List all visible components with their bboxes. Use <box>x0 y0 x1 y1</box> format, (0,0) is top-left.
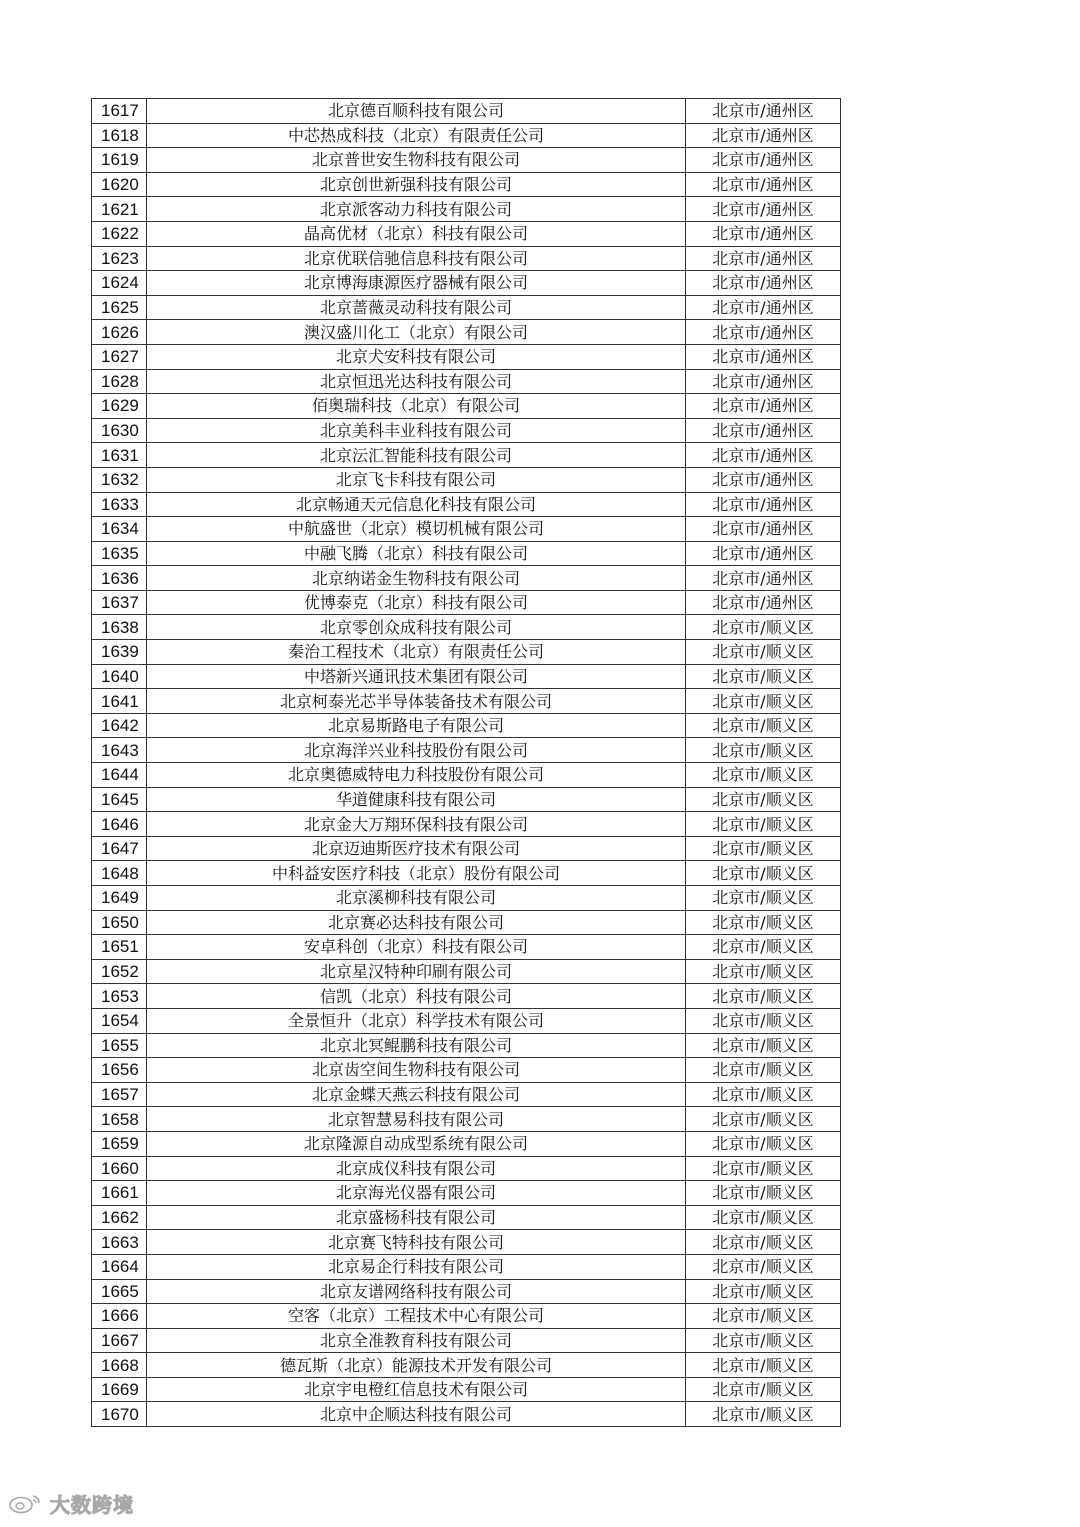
location-cell: 北京市/顺义区 <box>686 836 841 861</box>
row-number-cell: 1637 <box>92 590 147 615</box>
row-number-cell: 1638 <box>92 615 147 640</box>
location-cell: 北京市/顺义区 <box>686 1058 841 1083</box>
table-row <box>92 1107 841 1132</box>
location-cell: 北京市/顺义区 <box>686 1328 841 1353</box>
watermark <box>8 1488 134 1518</box>
company-name-cell: 北京易企行科技有限公司 <box>147 1254 686 1279</box>
table-row <box>92 689 841 714</box>
location-cell: 北京市/通州区 <box>686 246 841 271</box>
table-row <box>92 984 841 1009</box>
table-row <box>92 172 841 197</box>
row-number-cell: 1649 <box>92 886 147 911</box>
row-number-cell: 1654 <box>92 1008 147 1033</box>
row-number-cell: 1670 <box>92 1402 147 1427</box>
table-row <box>92 861 841 886</box>
table-row <box>92 271 841 296</box>
location-cell: 北京市/通州区 <box>686 443 841 468</box>
location-cell: 北京市/顺义区 <box>686 935 841 960</box>
location-cell: 北京市/顺义区 <box>686 1304 841 1329</box>
company-name-cell: 北京赛飞特科技有限公司 <box>147 1230 686 1255</box>
row-number-cell: 1666 <box>92 1304 147 1329</box>
row-number-cell: 1644 <box>92 763 147 788</box>
weibo-logo-icon <box>8 1492 44 1514</box>
table-row <box>92 1008 841 1033</box>
row-number-cell: 1625 <box>92 295 147 320</box>
row-number-cell: 1655 <box>92 1033 147 1058</box>
row-number-cell: 1630 <box>92 418 147 443</box>
company-name-cell: 北京金大万翔环保科技有限公司 <box>147 812 686 837</box>
table-row <box>92 1254 841 1279</box>
company-name-cell: 中航盛世（北京）模切机械有限公司 <box>147 517 686 542</box>
location-cell: 北京市/顺义区 <box>686 861 841 886</box>
table-row <box>92 738 841 763</box>
location-cell: 北京市/顺义区 <box>686 1377 841 1402</box>
row-number-cell: 1619 <box>92 148 147 173</box>
company-name-cell: 中科益安医疗科技（北京）股份有限公司 <box>147 861 686 886</box>
row-number-cell: 1620 <box>92 172 147 197</box>
table-row <box>92 443 841 468</box>
company-name-cell: 北京中企顺达科技有限公司 <box>147 1402 686 1427</box>
company-name-cell: 秦治工程技术（北京）有限责任公司 <box>147 640 686 665</box>
location-cell: 北京市/顺义区 <box>686 886 841 911</box>
table-row <box>92 394 841 419</box>
company-name-cell: 北京智慧易科技有限公司 <box>147 1107 686 1132</box>
company-name-cell: 北京纳诺金生物科技有限公司 <box>147 566 686 591</box>
row-number-cell: 1624 <box>92 271 147 296</box>
location-cell: 北京市/顺义区 <box>686 1279 841 1304</box>
table-row <box>92 1304 841 1329</box>
company-name-cell: 北京宇电橙红信息技术有限公司 <box>147 1377 686 1402</box>
company-name-cell: 北京友谱网络科技有限公司 <box>147 1279 686 1304</box>
table-row <box>92 1377 841 1402</box>
table-row <box>92 935 841 960</box>
company-name-cell: 优博泰克（北京）科技有限公司 <box>147 590 686 615</box>
row-number-cell: 1643 <box>92 738 147 763</box>
location-cell: 北京市/通州区 <box>686 320 841 345</box>
row-number-cell: 1639 <box>92 640 147 665</box>
company-name-cell: 晶高优材（北京）科技有限公司 <box>147 221 686 246</box>
location-cell: 北京市/顺义区 <box>686 664 841 689</box>
row-number-cell: 1628 <box>92 369 147 394</box>
location-cell: 北京市/通州区 <box>686 148 841 173</box>
table-row <box>92 1131 841 1156</box>
company-name-cell: 北京德百顺科技有限公司 <box>147 99 686 124</box>
table-row <box>92 1082 841 1107</box>
row-number-cell: 1651 <box>92 935 147 960</box>
row-number-cell: 1662 <box>92 1205 147 1230</box>
row-number-cell: 1650 <box>92 910 147 935</box>
location-cell: 北京市/顺义区 <box>686 1181 841 1206</box>
company-name-cell: 北京全准教育科技有限公司 <box>147 1328 686 1353</box>
table-row <box>92 1181 841 1206</box>
company-name-cell: 北京飞卡科技有限公司 <box>147 467 686 492</box>
row-number-cell: 1661 <box>92 1181 147 1206</box>
row-number-cell: 1664 <box>92 1254 147 1279</box>
location-cell: 北京市/顺义区 <box>686 640 841 665</box>
table-row <box>92 836 841 861</box>
location-cell: 北京市/通州区 <box>686 394 841 419</box>
location-cell: 北京市/顺义区 <box>686 812 841 837</box>
table-row <box>92 590 841 615</box>
location-cell: 北京市/通州区 <box>686 492 841 517</box>
table-row <box>92 467 841 492</box>
location-cell: 北京市/通州区 <box>686 467 841 492</box>
location-cell: 北京市/通州区 <box>686 99 841 124</box>
company-name-cell: 澳汉盛川化工（北京）有限公司 <box>147 320 686 345</box>
company-name-cell: 空客（北京）工程技术中心有限公司 <box>147 1304 686 1329</box>
table-row <box>92 664 841 689</box>
row-number-cell: 1617 <box>92 99 147 124</box>
company-name-cell: 北京金蝶天燕云科技有限公司 <box>147 1082 686 1107</box>
company-name-cell: 北京普世安生物科技有限公司 <box>147 148 686 173</box>
location-cell: 北京市/通州区 <box>686 541 841 566</box>
table-row <box>92 1279 841 1304</box>
location-cell: 北京市/顺义区 <box>686 738 841 763</box>
company-name-cell: 北京零创众成科技有限公司 <box>147 615 686 640</box>
table-row <box>92 295 841 320</box>
location-cell: 北京市/通州区 <box>686 295 841 320</box>
company-name-cell: 北京创世新强科技有限公司 <box>147 172 686 197</box>
row-number-cell: 1658 <box>92 1107 147 1132</box>
location-cell: 北京市/顺义区 <box>686 1033 841 1058</box>
company-name-cell: 华道健康科技有限公司 <box>147 787 686 812</box>
table-row <box>92 615 841 640</box>
table-row <box>92 344 841 369</box>
company-name-cell: 北京齿空间生物科技有限公司 <box>147 1058 686 1083</box>
row-number-cell: 1659 <box>92 1131 147 1156</box>
table-row <box>92 886 841 911</box>
table-row <box>92 369 841 394</box>
row-number-cell: 1618 <box>92 123 147 148</box>
table-body <box>92 99 841 1427</box>
table-row <box>92 959 841 984</box>
row-number-cell: 1632 <box>92 467 147 492</box>
table-row <box>92 713 841 738</box>
row-number-cell: 1663 <box>92 1230 147 1255</box>
location-cell: 北京市/通州区 <box>686 172 841 197</box>
row-number-cell: 1629 <box>92 394 147 419</box>
table-row <box>92 1058 841 1083</box>
row-number-cell: 1646 <box>92 812 147 837</box>
location-cell: 北京市/通州区 <box>686 590 841 615</box>
company-name-cell: 北京美科丰业科技有限公司 <box>147 418 686 443</box>
table-row <box>92 763 841 788</box>
table-row <box>92 320 841 345</box>
row-number-cell: 1627 <box>92 344 147 369</box>
company-name-cell: 北京沄汇智能科技有限公司 <box>147 443 686 468</box>
company-name-cell: 中塔新兴通讯技术集团有限公司 <box>147 664 686 689</box>
location-cell: 北京市/顺义区 <box>686 959 841 984</box>
company-name-cell: 北京北冥鲲鹏科技有限公司 <box>147 1033 686 1058</box>
company-name-cell: 北京盛杨科技有限公司 <box>147 1205 686 1230</box>
row-number-cell: 1634 <box>92 517 147 542</box>
location-cell: 北京市/顺义区 <box>686 615 841 640</box>
company-name-cell: 全景恒升（北京）科学技术有限公司 <box>147 1008 686 1033</box>
location-cell: 北京市/顺义区 <box>686 1107 841 1132</box>
table-row <box>92 1402 841 1427</box>
location-cell: 北京市/顺义区 <box>686 984 841 1009</box>
table-row <box>92 246 841 271</box>
table-row <box>92 418 841 443</box>
location-cell: 北京市/通州区 <box>686 566 841 591</box>
row-number-cell: 1641 <box>92 689 147 714</box>
row-number-cell: 1623 <box>92 246 147 271</box>
location-cell: 北京市/通州区 <box>686 123 841 148</box>
table-row <box>92 197 841 222</box>
company-name-cell: 北京迈迪斯医疗技术有限公司 <box>147 836 686 861</box>
row-number-cell: 1653 <box>92 984 147 1009</box>
company-name-cell: 北京成仪科技有限公司 <box>147 1156 686 1181</box>
row-number-cell: 1667 <box>92 1328 147 1353</box>
row-number-cell: 1668 <box>92 1353 147 1378</box>
table-row <box>92 541 841 566</box>
company-name-cell: 北京柯泰光芯半导体装备技术有限公司 <box>147 689 686 714</box>
company-name-cell: 北京奥德威特电力科技股份有限公司 <box>147 763 686 788</box>
row-number-cell: 1648 <box>92 861 147 886</box>
row-number-cell: 1622 <box>92 221 147 246</box>
company-name-cell: 德瓦斯（北京）能源技术开发有限公司 <box>147 1353 686 1378</box>
company-name-cell: 北京博海康源医疗器械有限公司 <box>147 271 686 296</box>
company-name-cell: 北京赛必达科技有限公司 <box>147 910 686 935</box>
table-row <box>92 492 841 517</box>
company-name-cell: 北京优联信驰信息科技有限公司 <box>147 246 686 271</box>
table-row <box>92 123 841 148</box>
table-row <box>92 148 841 173</box>
company-name-cell: 北京海光仪器有限公司 <box>147 1181 686 1206</box>
location-cell: 北京市/通州区 <box>686 221 841 246</box>
table-row <box>92 566 841 591</box>
location-cell: 北京市/顺义区 <box>686 1156 841 1181</box>
company-name-cell: 北京隆源自动成型系统有限公司 <box>147 1131 686 1156</box>
row-number-cell: 1665 <box>92 1279 147 1304</box>
location-cell: 北京市/通州区 <box>686 517 841 542</box>
location-cell: 北京市/顺义区 <box>686 1008 841 1033</box>
company-name-cell: 中融飞腾（北京）科技有限公司 <box>147 541 686 566</box>
location-cell: 北京市/顺义区 <box>686 1254 841 1279</box>
row-number-cell: 1621 <box>92 197 147 222</box>
location-cell: 北京市/顺义区 <box>686 689 841 714</box>
table-row <box>92 221 841 246</box>
location-cell: 北京市/顺义区 <box>686 787 841 812</box>
location-cell: 北京市/顺义区 <box>686 1131 841 1156</box>
row-number-cell: 1652 <box>92 959 147 984</box>
table-row <box>92 1328 841 1353</box>
table-row <box>92 1205 841 1230</box>
company-name-cell: 北京蔷薇灵动科技有限公司 <box>147 295 686 320</box>
company-name-cell: 北京恒迅光达科技有限公司 <box>147 369 686 394</box>
location-cell: 北京市/通州区 <box>686 418 841 443</box>
location-cell: 北京市/顺义区 <box>686 1082 841 1107</box>
row-number-cell: 1636 <box>92 566 147 591</box>
table-row <box>92 812 841 837</box>
table-row <box>92 1033 841 1058</box>
company-name-cell: 北京溪柳科技有限公司 <box>147 886 686 911</box>
row-number-cell: 1626 <box>92 320 147 345</box>
location-cell: 北京市/顺义区 <box>686 1230 841 1255</box>
table-row <box>92 1353 841 1378</box>
row-number-cell: 1635 <box>92 541 147 566</box>
table-row <box>92 640 841 665</box>
table-row <box>92 99 841 124</box>
row-number-cell: 1642 <box>92 713 147 738</box>
row-number-cell: 1656 <box>92 1058 147 1083</box>
row-number-cell: 1669 <box>92 1377 147 1402</box>
company-name-cell: 北京易斯路电子有限公司 <box>147 713 686 738</box>
company-name-cell: 北京犬安科技有限公司 <box>147 344 686 369</box>
table-row <box>92 910 841 935</box>
row-number-cell: 1640 <box>92 664 147 689</box>
company-name-cell: 中芯热成科技（北京）有限责任公司 <box>147 123 686 148</box>
table-row <box>92 517 841 542</box>
watermark-text: 大数跨境 <box>50 1492 134 1517</box>
table-row <box>92 1156 841 1181</box>
company-name-cell: 佰奥瑞科技（北京）有限公司 <box>147 394 686 419</box>
location-cell: 北京市/顺义区 <box>686 713 841 738</box>
row-number-cell: 1633 <box>92 492 147 517</box>
location-cell: 北京市/顺义区 <box>686 910 841 935</box>
company-name-cell: 北京星汉特种印刷有限公司 <box>147 959 686 984</box>
company-name-cell: 北京畅通天元信息化科技有限公司 <box>147 492 686 517</box>
location-cell: 北京市/通州区 <box>686 271 841 296</box>
table-row <box>92 1230 841 1255</box>
row-number-cell: 1631 <box>92 443 147 468</box>
location-cell: 北京市/通州区 <box>686 344 841 369</box>
location-cell: 北京市/顺义区 <box>686 1353 841 1378</box>
row-number-cell: 1660 <box>92 1156 147 1181</box>
company-name-cell: 北京派客动力科技有限公司 <box>147 197 686 222</box>
location-cell: 北京市/顺义区 <box>686 1205 841 1230</box>
row-number-cell: 1645 <box>92 787 147 812</box>
location-cell: 北京市/通州区 <box>686 369 841 394</box>
company-list-table <box>91 98 841 1427</box>
company-name-cell: 安卓科创（北京）科技有限公司 <box>147 935 686 960</box>
location-cell: 北京市/顺义区 <box>686 763 841 788</box>
company-name-cell: 北京海洋兴业科技股份有限公司 <box>147 738 686 763</box>
location-cell: 北京市/顺义区 <box>686 1402 841 1427</box>
table-row <box>92 787 841 812</box>
row-number-cell: 1657 <box>92 1082 147 1107</box>
location-cell: 北京市/通州区 <box>686 197 841 222</box>
company-name-cell: 信凯（北京）科技有限公司 <box>147 984 686 1009</box>
row-number-cell: 1647 <box>92 836 147 861</box>
